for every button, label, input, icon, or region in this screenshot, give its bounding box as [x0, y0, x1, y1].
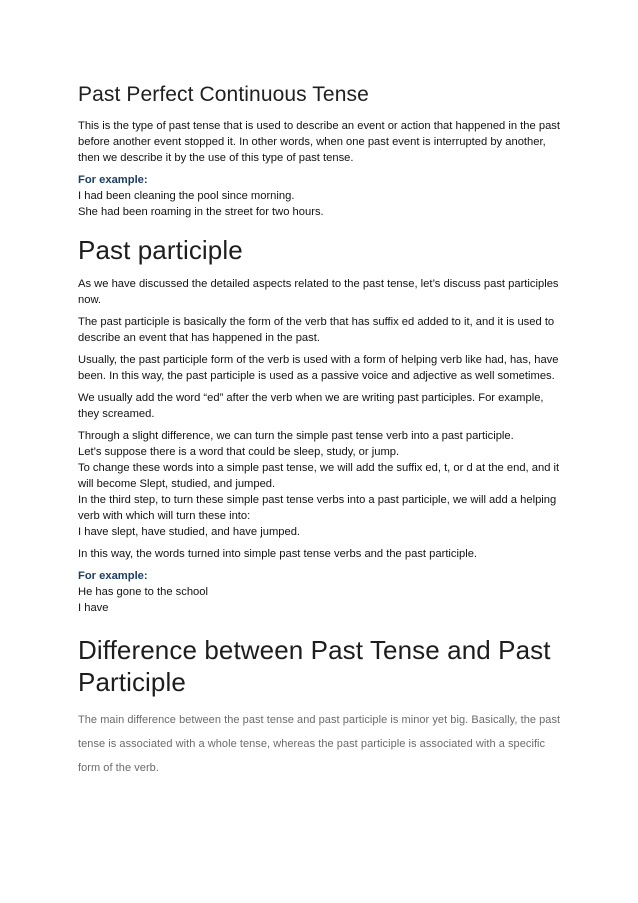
paragraph-past-perfect-continuous: This is the type of past tense that is used to describe an event or action that happened in the past before another event stopped it. In other words, when one past event is interrupted by another, then we describe it by the use of this type of past tense. — [78, 120, 560, 164]
paragraph: We usually add the word “ed” after the verb when we are writing past participles. For example, they screamed. — [78, 392, 544, 420]
steps-paragraph — [78, 428, 564, 540]
example-block — [78, 172, 564, 220]
paragraph-closing: In this way, the words turned into simple past tense verbs and the past participle. — [78, 548, 478, 560]
example-line: She had been roaming in the street for two hours. — [78, 206, 324, 218]
paragraph: As we have discussed the detailed aspects related to the past tense, let’s discuss past participles now. — [78, 278, 559, 306]
example-block — [78, 568, 564, 616]
document-content — [78, 82, 564, 780]
step-line: In the third step, to turn these simple past tense verbs into a past participle, we will add a helping verb with which will turn these into: — [78, 494, 557, 522]
example-line: I have — [78, 602, 109, 614]
section-heading-difference: Difference between Past Tense and Past Participle — [78, 635, 551, 697]
section-heading-past-perfect-continuous: Past Perfect Continuous Tense — [78, 83, 369, 106]
paragraph: Usually, the past participle form of the verb is used with a form of helping verb like had, has, have been. In this way, the past participle is used as a passive voice and adjective as well sometimes. — [78, 354, 559, 382]
example-line: He has gone to the school — [78, 586, 208, 598]
step-line: Through a slight difference, we can turn the simple past tense verb into a past participle. — [78, 430, 514, 442]
step-line: Let’s suppose there is a word that could be sleep, study, or jump. — [78, 446, 400, 458]
section-heading-past-participle: Past participle — [78, 235, 243, 265]
example-label: For example: — [78, 174, 148, 186]
paragraph-difference: The main difference between the past tense and past participle is minor yet big. Basically, the past tense is associated with a whole tense, whereas the past participle is associated with a specific form of the verb. — [78, 714, 561, 774]
example-label: For example: — [78, 570, 148, 582]
step-line: I have slept, have studied, and have jumped. — [78, 526, 301, 538]
paragraph: The past participle is basically the form of the verb that has suffix ed added to it, and it is used to describe an event that has happened in the past. — [78, 316, 555, 344]
step-line: To change these words into a simple past tense, we will add the suffix ed, t, or d at the end, and it will become Slept, studied, and jumped. — [78, 462, 560, 490]
example-line: I had been cleaning the pool since morning. — [78, 190, 295, 202]
